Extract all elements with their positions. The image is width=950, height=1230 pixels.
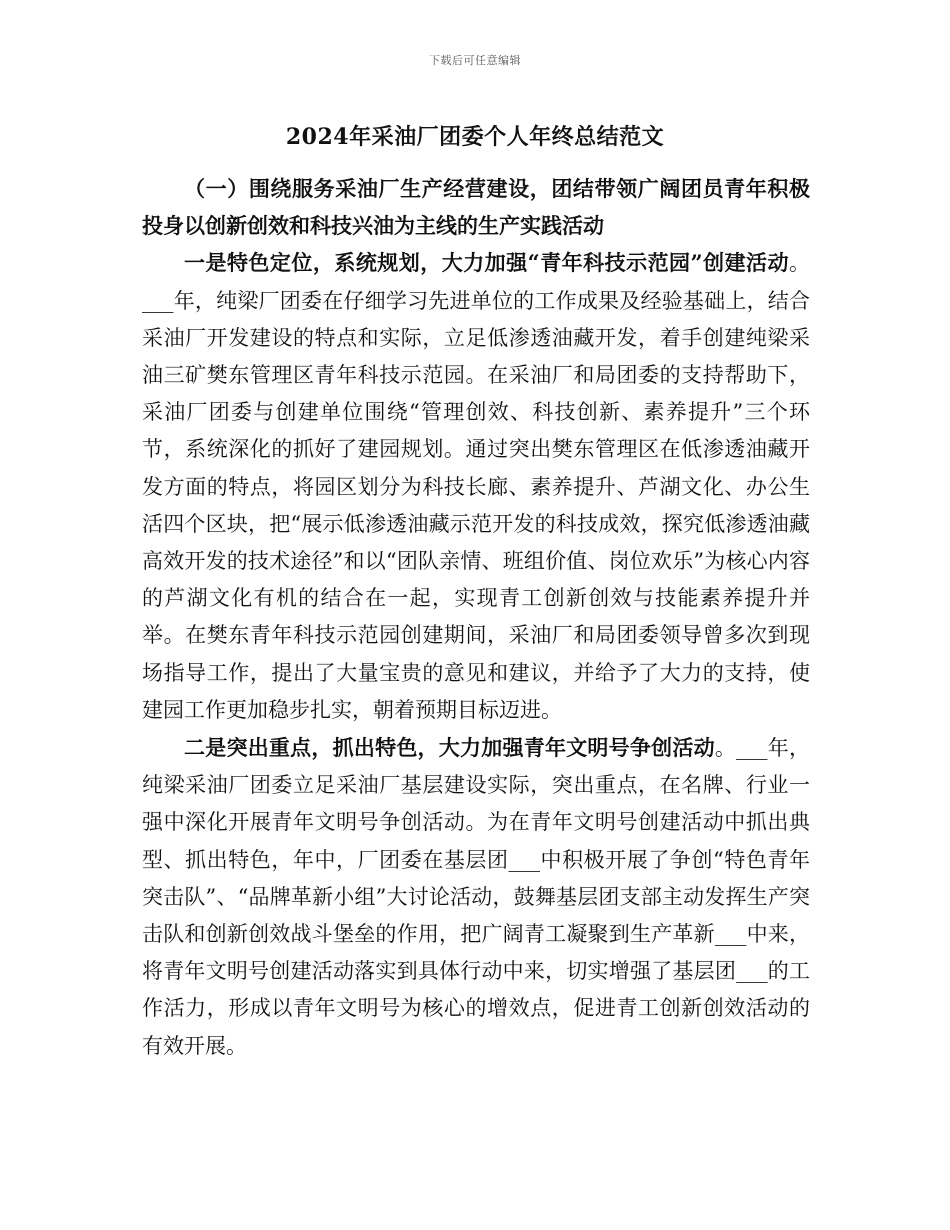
paragraph-1 (142, 244, 810, 729)
document-body (142, 170, 810, 1065)
paragraph-1-lead: 一是特色定位，系统规划，大力加强“青年科技示范园”创建活动 (184, 250, 789, 276)
paragraph-2 (142, 729, 810, 1065)
header-note: 下载后可任意编辑 (429, 54, 521, 67)
paragraph-2-lead: 二是突出重点，抓出特色，大力加强青年文明号争创活动 (184, 735, 715, 761)
paragraph-2-body: 。___年，纯梁采油厂团委立足采油厂基层建设实际，突出重点，在名牌、行业一强中深化开展青年文明号争创活动。为在青年文明号创建活动中抓出典型、抓出特色，年中，厂团委在基层团___中积极开展了争创“特色青年突击队”、“品牌革新小组”大讨论活动，鼓舞基层团支部主动发挥生产突击队和创新创效战斗堡垒的作用，把广阔青工凝聚到生产革新___中来，将青年文明号创建活动落实到具体行动中来，切实增强了基层团___的工作活力，形成以青年文明号为核心的增效点，促进青工创新创效活动的有效开展。 (142, 736, 811, 1058)
section-heading: （一）围绕服务采油厂生产经营建设，团结带领广阔团员青年积极投身以创新创效和科技兴油为主线的生产实践活动 (142, 176, 810, 239)
paragraph-1-body: 。___年，纯梁厂团委在仔细学习先进单位的工作成果及经验基础上，结合采油厂开发建设的特点和实际，立足低渗透油藏开发，着手创建纯梁采油三矿樊东管理区青年科技示范园。在采油厂和局团委的支持帮助下，采油厂团委与创建单位围绕“管理创效、科技创新、素养提升”三个环节，系统深化的抓好了建园规划。通过突出樊东管理区在低渗透油藏开发方面的特点，将园区划分为科技长廊、素养提升、芦湖文化、办公生活四个区块，把“展示低渗透油藏示范开发的科技成效，探究低渗透油藏高效开发的技术途径”和以“团队亲情、班组价值、岗位欢乐”为核心内容的芦湖文化有机的结合在一起，实现青工创新创效与技能素养提升并举。在樊东青年科技示范园创建期间，采油厂和局团委领导曾多次到现场指导工作，提出了大量宝贵的意见和建议，并给予了大力的支持，使建园工作更加稳步扎实，朝着预期目标迈进。 (142, 251, 810, 722)
document-title: 2024年采油厂团委个人年终总结范文 (285, 124, 665, 150)
